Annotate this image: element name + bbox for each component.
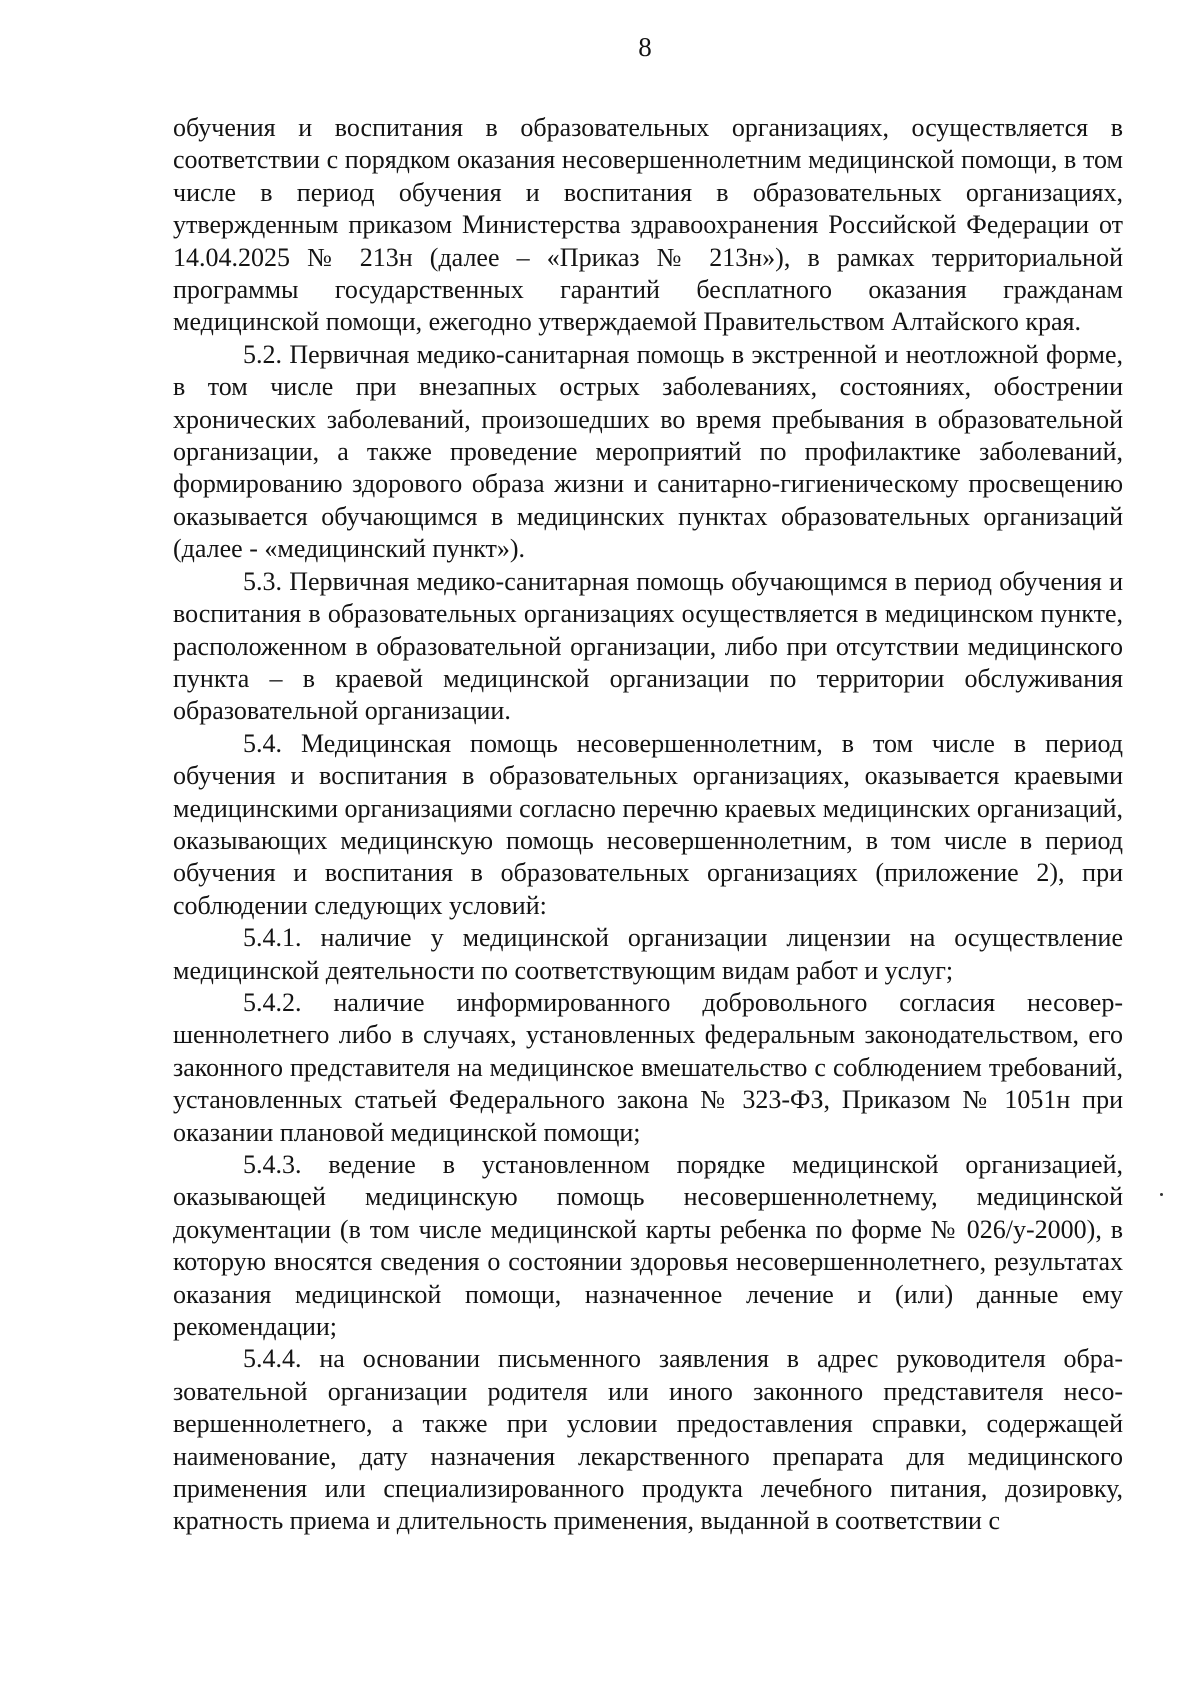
- paragraph-5-4: 5.4. Медицинская помощь несовершеннолетним, в том числе в период обучения и воспитания в образовательных организациях, оказывается краевыми медицинскими организациями согласно перечню краевых медицинских организаций, оказывающих медицинскую помощь несовершеннолетним, в том числе в период обучения и воспитания в образовательных организациях (приложение 2), при соблюдении следующих условий:: [173, 728, 1123, 920]
- page-number: 8: [638, 32, 652, 62]
- paragraph-5-4-3: 5.4.3. ведение в установленном порядке медицинской организацией, оказывающей медицинскую помощь несовершеннолетнему, медицинской документации (в том числе медицинской карты ребенка по форме № 026/у-2000), в которую вносятся сведения о состоянии здоровья несовершеннолетнего, результатах оказания медицинской помощи, назначенное лечение и (или) данные ему рекомендации;: [173, 1150, 1123, 1342]
- scan-speck: [1160, 1193, 1163, 1196]
- paragraph-5-4-1: 5.4.1. наличие у медицинской организации лицензии на осуществление медицинской деятельности по соответствующим видам работ и услуг;: [173, 923, 1123, 985]
- paragraph-5-2: 5.2. Первичная медико-санитарная помощь в экстренной и неотложной форме, в том числе при внезапных острых заболеваниях, состояниях, обострении хронических заболеваний, произошедших во время пребывания в образовательной организации, а также проведение мероприятий по профилактике заболеваний, формированию здорового образа жизни и санитарно-гигиеническому просвещению оказывается обучающимся в медицинских пунктах образовательных организаций (далее - «медицинский пункт»).: [173, 339, 1123, 564]
- paragraph-5-4-4: 5.4.4. на основании письменного заявления в адрес руководителя образовательной организации родителя или иного законного представителя несовершеннолетнего, а также при условии предоставления справки, содержащей наименование, дату назначения лекарственного препарата для медицинского применения или специализированного продукта лечебного питания, дозировку, кратность приема и длительность применения, выданной в соответствии с: [173, 1344, 1123, 1536]
- paragraph-continuation: обучения и воспитания в образовательных организациях, осуществляется в соответствии с порядком оказания несовершеннолетним медицинской помощи, в том числе в период обучения и воспитания в образовательных организациях, утвержденным приказом Министерства здравоохранения Российской Федерации от 14.04.2025 № 213н (далее – «Приказ № 213н»), в рамках территориальной программы государственных гарантий бесплатного оказания гражданам медицинской помощи, ежегодно утверждаемой Правительством Алтайского края.: [173, 113, 1123, 337]
- paragraph-5-3: 5.3. Первичная медико-санитарная помощь обучающимся в период обучения и воспитания в образовательных организациях осуществляется в медицинском пункте, расположенном в образовательной организации, либо при отсутствии медицинского пункта – в краевой медицинской организации по территории обслуживания образовательной организации.: [173, 566, 1123, 726]
- document-body: [173, 112, 1123, 1538]
- paragraph-5-4-2: 5.4.2. наличие информированного добровольного согласия несовершеннолетнего либо в случаях, установленных федеральным законодательством, его законного представителя на медицинское вмешательство с соблюдением требований, установленных статьей Федерального закона № 323-ФЗ, Приказом № 1051н при оказании плановой медицинской помощи;: [173, 987, 1123, 1147]
